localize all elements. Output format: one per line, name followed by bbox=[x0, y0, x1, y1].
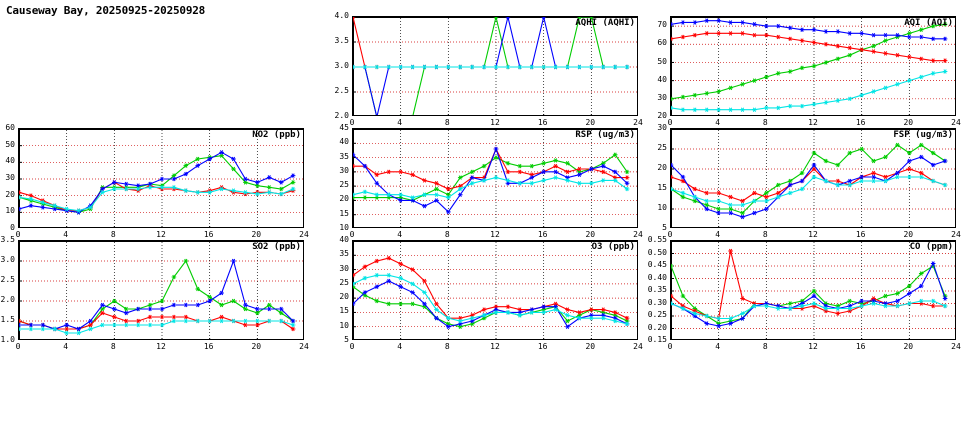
y-tick-label: 30 bbox=[339, 263, 349, 273]
y-tick-label: 0.45 bbox=[647, 260, 667, 269]
x-tick-label: 4 bbox=[63, 230, 69, 239]
x-tick-label: 4 bbox=[715, 118, 721, 127]
y-tick-label: 30 bbox=[339, 165, 349, 175]
y-tick-label: 60 bbox=[657, 38, 667, 48]
y-tick-label: 15 bbox=[657, 183, 667, 192]
y-tick-label: 50 bbox=[5, 139, 15, 149]
y-tick-label: 10 bbox=[339, 320, 349, 330]
y-tick-label: 25 bbox=[339, 277, 349, 287]
y-tick-label: 0.50 bbox=[647, 247, 667, 257]
y-tick-label: 25 bbox=[657, 143, 667, 152]
x-tick-label: 4 bbox=[397, 118, 403, 127]
y-tick-label: 40 bbox=[339, 235, 349, 244]
x-tick-label: 16 bbox=[203, 230, 214, 239]
x-tick-label: 20 bbox=[903, 230, 914, 239]
y-tick-label: 0.20 bbox=[647, 322, 667, 332]
x-tick-label: 12 bbox=[808, 342, 818, 351]
y-tick-label: 15 bbox=[339, 306, 349, 316]
x-tick-label: 12 bbox=[490, 118, 500, 127]
x-tick-label: 8 bbox=[110, 342, 116, 351]
chart-panel-so2 bbox=[0, 235, 309, 354]
x-tick-label: 4 bbox=[397, 230, 403, 239]
y-tick-label: 35 bbox=[339, 151, 349, 161]
x-tick-label: 20 bbox=[903, 118, 914, 127]
x-tick-label: 24 bbox=[951, 230, 961, 239]
chart-title-rsp: RSP (ug/m3) bbox=[575, 130, 635, 140]
y-tick-label: 25 bbox=[339, 180, 349, 190]
y-tick-label: 2.5 bbox=[0, 275, 15, 284]
x-tick-label: 24 bbox=[633, 230, 643, 239]
y-tick-label: 3.5 bbox=[334, 36, 349, 45]
x-tick-label: 4 bbox=[397, 342, 403, 351]
x-tick-label: 24 bbox=[633, 118, 643, 127]
y-tick-label: 10 bbox=[5, 206, 15, 216]
y-tick-label: 20 bbox=[657, 163, 667, 172]
chart-panel-aqi bbox=[657, 16, 961, 130]
x-tick-label: 20 bbox=[585, 230, 596, 239]
y-tick-label: 3.0 bbox=[334, 61, 349, 70]
y-tick-label: 30 bbox=[657, 123, 667, 132]
x-tick-label: 0 bbox=[349, 230, 355, 239]
x-tick-label: 8 bbox=[444, 342, 450, 351]
y-tick-label: 5 bbox=[344, 335, 349, 344]
x-tick-label: 0 bbox=[349, 118, 355, 127]
x-tick-label: 16 bbox=[855, 118, 866, 127]
y-tick-label: 0.30 bbox=[647, 297, 667, 307]
x-tick-label: 20 bbox=[903, 342, 914, 351]
x-tick-label: 4 bbox=[715, 342, 721, 351]
x-tick-label: 20 bbox=[251, 342, 262, 351]
x-tick-label: 0 bbox=[15, 342, 21, 351]
y-tick-label: 60 bbox=[5, 123, 15, 132]
y-tick-label: 0.15 bbox=[647, 335, 667, 344]
x-tick-label: 8 bbox=[762, 342, 768, 351]
x-tick-label: 12 bbox=[156, 230, 166, 239]
x-tick-label: 20 bbox=[251, 230, 262, 239]
y-tick-label: 20 bbox=[339, 292, 349, 302]
x-tick-label: 16 bbox=[537, 118, 548, 127]
y-tick-label: 2.0 bbox=[334, 111, 349, 120]
chart-title-o3: O3 (ppb) bbox=[591, 242, 635, 252]
x-tick-label: 16 bbox=[855, 230, 866, 239]
y-tick-label: 0.25 bbox=[647, 310, 667, 319]
x-tick-label: 16 bbox=[203, 342, 214, 351]
y-tick-label: 50 bbox=[657, 56, 667, 66]
y-tick-label: 15 bbox=[339, 208, 349, 218]
x-tick-label: 16 bbox=[855, 342, 866, 351]
x-tick-label: 0 bbox=[667, 230, 673, 239]
x-tick-label: 16 bbox=[537, 230, 548, 239]
x-tick-label: 24 bbox=[951, 118, 961, 127]
y-tick-label: 0.40 bbox=[647, 272, 667, 282]
x-tick-label: 4 bbox=[63, 342, 69, 351]
y-tick-label: 0.35 bbox=[647, 285, 667, 294]
y-tick-label: 45 bbox=[339, 123, 349, 132]
x-tick-label: 8 bbox=[110, 230, 116, 239]
y-tick-label: 30 bbox=[657, 92, 667, 102]
chart-title-aqhi: AQHI (AQHI) bbox=[575, 18, 635, 28]
y-tick-label: 20 bbox=[657, 111, 667, 120]
chart-panel-fsp bbox=[657, 123, 961, 242]
chart-title-aqi: AQI (AQI) bbox=[904, 18, 953, 28]
x-tick-label: 12 bbox=[490, 342, 500, 351]
x-tick-label: 8 bbox=[444, 118, 450, 127]
x-tick-label: 24 bbox=[299, 230, 309, 239]
x-tick-label: 24 bbox=[633, 342, 643, 351]
chart-title-fsp: FSP (ug/m3) bbox=[893, 130, 953, 140]
chart-title-no2: NO2 (ppb) bbox=[252, 130, 301, 140]
x-tick-label: 4 bbox=[715, 230, 721, 239]
chart-title-so2: SO2 (ppb) bbox=[252, 242, 301, 252]
y-tick-label: 2.0 bbox=[0, 295, 15, 304]
y-tick-label: 10 bbox=[339, 223, 349, 232]
chart-title-co: CO (ppm) bbox=[909, 242, 953, 252]
y-tick-label: 30 bbox=[5, 173, 15, 182]
x-tick-label: 0 bbox=[667, 342, 673, 351]
y-tick-label: 20 bbox=[339, 194, 349, 204]
y-tick-label: 40 bbox=[657, 74, 667, 84]
x-tick-label: 24 bbox=[951, 342, 961, 351]
chart-panel-o3 bbox=[339, 235, 643, 354]
y-tick-label: 0 bbox=[10, 223, 15, 232]
x-tick-label: 8 bbox=[444, 230, 450, 239]
x-tick-label: 12 bbox=[490, 230, 500, 239]
x-tick-label: 12 bbox=[156, 342, 166, 351]
chart-panel-rsp bbox=[339, 123, 643, 242]
y-tick-label: 5 bbox=[662, 223, 667, 232]
x-tick-label: 24 bbox=[299, 342, 309, 351]
x-tick-label: 20 bbox=[585, 342, 596, 351]
y-tick-label: 1.0 bbox=[0, 335, 15, 344]
x-tick-label: 12 bbox=[808, 230, 818, 239]
x-tick-label: 12 bbox=[808, 118, 818, 127]
y-tick-label: 2.5 bbox=[334, 86, 349, 95]
y-tick-label: 3.0 bbox=[0, 255, 15, 264]
y-tick-label: 40 bbox=[339, 137, 349, 147]
y-tick-label: 70 bbox=[657, 20, 667, 30]
y-tick-label: 1.5 bbox=[0, 315, 15, 324]
y-tick-label: 3.5 bbox=[0, 235, 15, 244]
x-tick-label: 20 bbox=[585, 118, 596, 127]
y-tick-label: 0.55 bbox=[647, 235, 667, 244]
y-tick-label: 4.0 bbox=[334, 11, 349, 20]
y-tick-label: 35 bbox=[339, 249, 349, 259]
x-tick-label: 0 bbox=[15, 230, 21, 239]
y-tick-label: 10 bbox=[657, 203, 667, 212]
x-tick-label: 8 bbox=[762, 118, 768, 127]
y-tick-label: 20 bbox=[5, 189, 15, 199]
x-tick-label: 0 bbox=[349, 342, 355, 351]
x-tick-label: 8 bbox=[762, 230, 768, 239]
chart-panel-co bbox=[647, 235, 961, 354]
y-tick-label: 40 bbox=[5, 156, 15, 166]
x-tick-label: 0 bbox=[667, 118, 673, 127]
x-tick-label: 16 bbox=[537, 342, 548, 351]
page-title: Causeway Bay, 20250925-20250928 bbox=[6, 4, 206, 17]
